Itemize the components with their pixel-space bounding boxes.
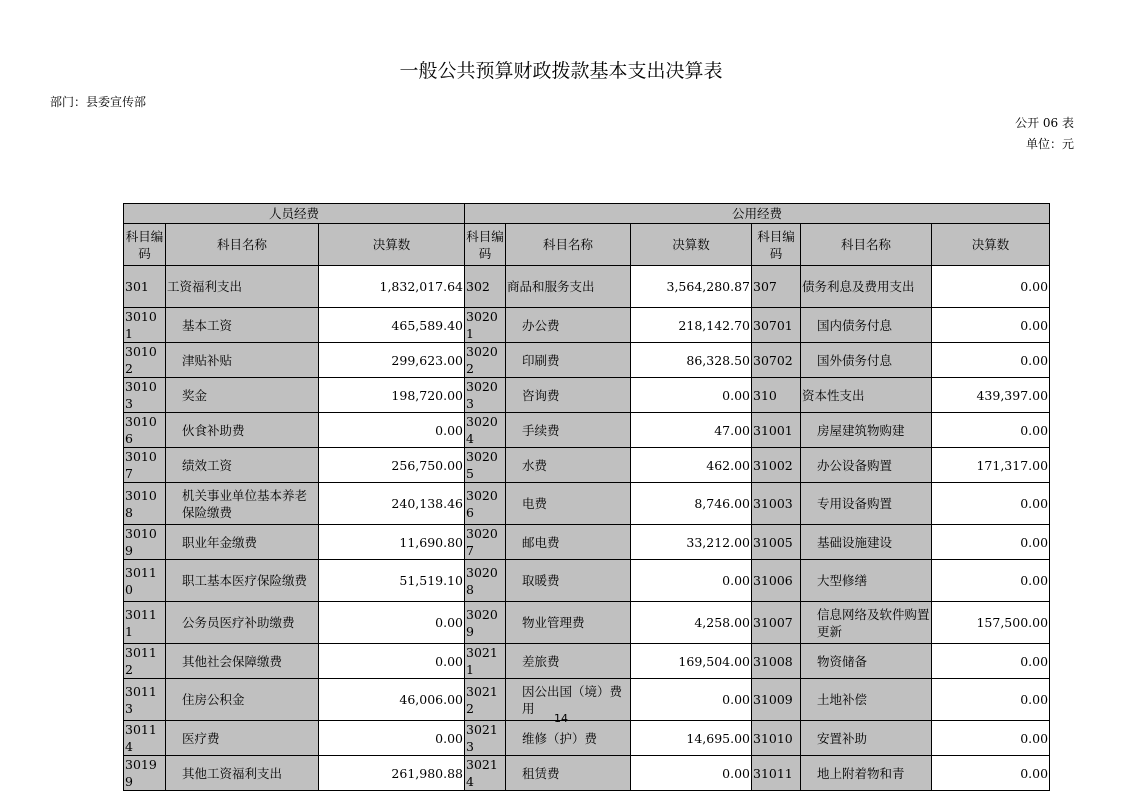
cell-amount: 0.00 bbox=[932, 343, 1050, 378]
cell-name: 办公设备购置 bbox=[801, 448, 932, 483]
form-number: 公开 06 表 bbox=[1015, 116, 1074, 130]
cell-amount: 0.00 bbox=[631, 756, 752, 791]
table-row bbox=[124, 308, 1050, 343]
cell-amount: 1,832,017.64 bbox=[319, 266, 465, 308]
cell-amount: 171,317.00 bbox=[932, 448, 1050, 483]
cell-code: 30109 bbox=[124, 525, 166, 560]
cell-name: 租赁费 bbox=[506, 756, 631, 791]
cell-name: 职工基本医疗保险缴费 bbox=[166, 560, 319, 602]
cell-name: 国内债务付息 bbox=[801, 308, 932, 343]
table-row bbox=[124, 560, 1050, 602]
cell-name: 绩效工资 bbox=[166, 448, 319, 483]
cell-amount: 8,746.00 bbox=[631, 483, 752, 525]
cell-amount: 299,623.00 bbox=[319, 343, 465, 378]
cell-amount: 256,750.00 bbox=[319, 448, 465, 483]
cell-code: 31003 bbox=[752, 483, 801, 525]
cell-code: 30207 bbox=[465, 525, 506, 560]
table-row bbox=[124, 448, 1050, 483]
cell-name: 资本性支出 bbox=[801, 378, 932, 413]
cell-code: 30201 bbox=[465, 308, 506, 343]
cell-code: 30205 bbox=[465, 448, 506, 483]
cell-amount: 0.00 bbox=[631, 679, 752, 721]
cell-amount: 0.00 bbox=[932, 679, 1050, 721]
header-name: 科目名称 bbox=[506, 224, 631, 266]
cell-name: 国外债务付息 bbox=[801, 343, 932, 378]
cell-code: 31007 bbox=[752, 602, 801, 644]
cell-amount: 14,695.00 bbox=[631, 721, 752, 756]
table-row bbox=[124, 483, 1050, 525]
cell-code: 30203 bbox=[465, 378, 506, 413]
header-amount: 决算数 bbox=[932, 224, 1050, 266]
cell-code: 30206 bbox=[465, 483, 506, 525]
cell-name: 咨询费 bbox=[506, 378, 631, 413]
page-number: 14 bbox=[554, 712, 568, 725]
group-header-public: 公用经费 bbox=[465, 204, 1050, 224]
cell-code: 31002 bbox=[752, 448, 801, 483]
table-row bbox=[124, 602, 1050, 644]
cell-code: 31009 bbox=[752, 679, 801, 721]
cell-code: 30209 bbox=[465, 602, 506, 644]
header-amount: 决算数 bbox=[319, 224, 465, 266]
cell-amount: 0.00 bbox=[932, 721, 1050, 756]
cell-amount: 0.00 bbox=[319, 721, 465, 756]
cell-amount: 0.00 bbox=[319, 644, 465, 679]
cell-code: 31005 bbox=[752, 525, 801, 560]
cell-name: 基础设施建设 bbox=[801, 525, 932, 560]
cell-amount: 439,397.00 bbox=[932, 378, 1050, 413]
cell-code: 30701 bbox=[752, 308, 801, 343]
cell-amount: 46,006.00 bbox=[319, 679, 465, 721]
cell-code: 301 bbox=[124, 266, 166, 308]
cell-code: 30702 bbox=[752, 343, 801, 378]
table-row bbox=[124, 378, 1050, 413]
cell-code: 31011 bbox=[752, 756, 801, 791]
table-row bbox=[124, 525, 1050, 560]
cell-name: 商品和服务支出 bbox=[506, 266, 631, 308]
header-name: 科目名称 bbox=[166, 224, 319, 266]
cell-code: 30213 bbox=[465, 721, 506, 756]
cell-name: 电费 bbox=[506, 483, 631, 525]
cell-amount: 0.00 bbox=[631, 378, 752, 413]
cell-code: 31008 bbox=[752, 644, 801, 679]
cell-name: 水费 bbox=[506, 448, 631, 483]
cell-name: 物业管理费 bbox=[506, 602, 631, 644]
cell-amount: 0.00 bbox=[319, 602, 465, 644]
cell-amount: 0.00 bbox=[932, 560, 1050, 602]
cell-name: 邮电费 bbox=[506, 525, 631, 560]
cell-amount: 0.00 bbox=[932, 644, 1050, 679]
table-row bbox=[124, 343, 1050, 378]
cell-code: 310 bbox=[752, 378, 801, 413]
cell-name: 物资储备 bbox=[801, 644, 932, 679]
cell-amount: 462.00 bbox=[631, 448, 752, 483]
cell-code: 31010 bbox=[752, 721, 801, 756]
cell-name: 其他工资福利支出 bbox=[166, 756, 319, 791]
group-header-personnel: 人员经费 bbox=[124, 204, 465, 224]
cell-amount: 169,504.00 bbox=[631, 644, 752, 679]
cell-amount: 0.00 bbox=[932, 483, 1050, 525]
cell-amount: 198,720.00 bbox=[319, 378, 465, 413]
cell-code: 30103 bbox=[124, 378, 166, 413]
cell-code: 30108 bbox=[124, 483, 166, 525]
header-amount: 决算数 bbox=[631, 224, 752, 266]
cell-amount: 0.00 bbox=[932, 413, 1050, 448]
cell-name: 差旅费 bbox=[506, 644, 631, 679]
cell-code: 30208 bbox=[465, 560, 506, 602]
cell-amount: 0.00 bbox=[631, 560, 752, 602]
cell-amount: 3,564,280.87 bbox=[631, 266, 752, 308]
cell-name: 基本工资 bbox=[166, 308, 319, 343]
budget-table bbox=[123, 203, 1050, 791]
cell-name: 机关事业单位基本养老保险缴费 bbox=[166, 483, 319, 525]
cell-name: 住房公积金 bbox=[166, 679, 319, 721]
header-code: 科目编码 bbox=[124, 224, 166, 266]
cell-name: 办公费 bbox=[506, 308, 631, 343]
cell-name: 大型修缮 bbox=[801, 560, 932, 602]
cell-code: 30112 bbox=[124, 644, 166, 679]
table-row bbox=[124, 721, 1050, 756]
cell-code: 302 bbox=[465, 266, 506, 308]
cell-name: 维修（护）费 bbox=[506, 721, 631, 756]
cell-name: 印刷费 bbox=[506, 343, 631, 378]
department-label: 部门：县委宣传部 bbox=[50, 95, 147, 109]
cell-code: 30101 bbox=[124, 308, 166, 343]
cell-name: 手续费 bbox=[506, 413, 631, 448]
cell-amount: 47.00 bbox=[631, 413, 752, 448]
cell-code: 30214 bbox=[465, 756, 506, 791]
cell-code: 30110 bbox=[124, 560, 166, 602]
cell-name: 地上附着物和青 bbox=[801, 756, 932, 791]
page-title: 一般公共预算财政拨款基本支出决算表 bbox=[399, 60, 723, 82]
cell-code: 30212 bbox=[465, 679, 506, 721]
cell-name: 其他社会保障缴费 bbox=[166, 644, 319, 679]
cell-name: 专用设备购置 bbox=[801, 483, 932, 525]
table-row bbox=[124, 644, 1050, 679]
cell-code: 30111 bbox=[124, 602, 166, 644]
cell-amount: 0.00 bbox=[932, 525, 1050, 560]
cell-code: 31001 bbox=[752, 413, 801, 448]
table-row bbox=[124, 413, 1050, 448]
header-code: 科目编码 bbox=[752, 224, 801, 266]
cell-amount: 218,142.70 bbox=[631, 308, 752, 343]
cell-amount: 86,328.50 bbox=[631, 343, 752, 378]
cell-amount: 261,980.88 bbox=[319, 756, 465, 791]
cell-name: 安置补助 bbox=[801, 721, 932, 756]
cell-amount: 0.00 bbox=[932, 756, 1050, 791]
cell-name: 债务利息及费用支出 bbox=[801, 266, 932, 308]
cell-code: 30204 bbox=[465, 413, 506, 448]
cell-name: 医疗费 bbox=[166, 721, 319, 756]
cell-code: 30199 bbox=[124, 756, 166, 791]
cell-name: 工资福利支出 bbox=[166, 266, 319, 308]
cell-name: 职业年金缴费 bbox=[166, 525, 319, 560]
cell-amount: 11,690.80 bbox=[319, 525, 465, 560]
cell-amount: 240,138.46 bbox=[319, 483, 465, 525]
cell-code: 30114 bbox=[124, 721, 166, 756]
table-row bbox=[124, 266, 1050, 308]
cell-name: 因公出国（境）费用 bbox=[506, 679, 631, 721]
unit-label: 单位：元 bbox=[1025, 137, 1074, 151]
cell-amount: 51,519.10 bbox=[319, 560, 465, 602]
cell-name: 土地补偿 bbox=[801, 679, 932, 721]
cell-code: 30211 bbox=[465, 644, 506, 679]
cell-code: 30106 bbox=[124, 413, 166, 448]
cell-amount: 157,500.00 bbox=[932, 602, 1050, 644]
cell-amount: 4,258.00 bbox=[631, 602, 752, 644]
header-name: 科目名称 bbox=[801, 224, 932, 266]
cell-name: 奖金 bbox=[166, 378, 319, 413]
cell-name: 信息网络及软件购置更新 bbox=[801, 602, 932, 644]
cell-amount: 0.00 bbox=[932, 266, 1050, 308]
cell-amount: 33,212.00 bbox=[631, 525, 752, 560]
cell-amount: 0.00 bbox=[932, 308, 1050, 343]
cell-code: 31006 bbox=[752, 560, 801, 602]
cell-code: 30113 bbox=[124, 679, 166, 721]
cell-code: 307 bbox=[752, 266, 801, 308]
cell-name: 伙食补助费 bbox=[166, 413, 319, 448]
cell-name: 公务员医疗补助缴费 bbox=[166, 602, 319, 644]
cell-amount: 465,589.40 bbox=[319, 308, 465, 343]
cell-code: 30202 bbox=[465, 343, 506, 378]
cell-code: 30102 bbox=[124, 343, 166, 378]
header-code: 科目编码 bbox=[465, 224, 506, 266]
cell-amount: 0.00 bbox=[319, 413, 465, 448]
cell-name: 津贴补贴 bbox=[166, 343, 319, 378]
cell-name: 房屋建筑物购建 bbox=[801, 413, 932, 448]
cell-name: 取暖费 bbox=[506, 560, 631, 602]
table-row bbox=[124, 756, 1050, 791]
cell-code: 30107 bbox=[124, 448, 166, 483]
